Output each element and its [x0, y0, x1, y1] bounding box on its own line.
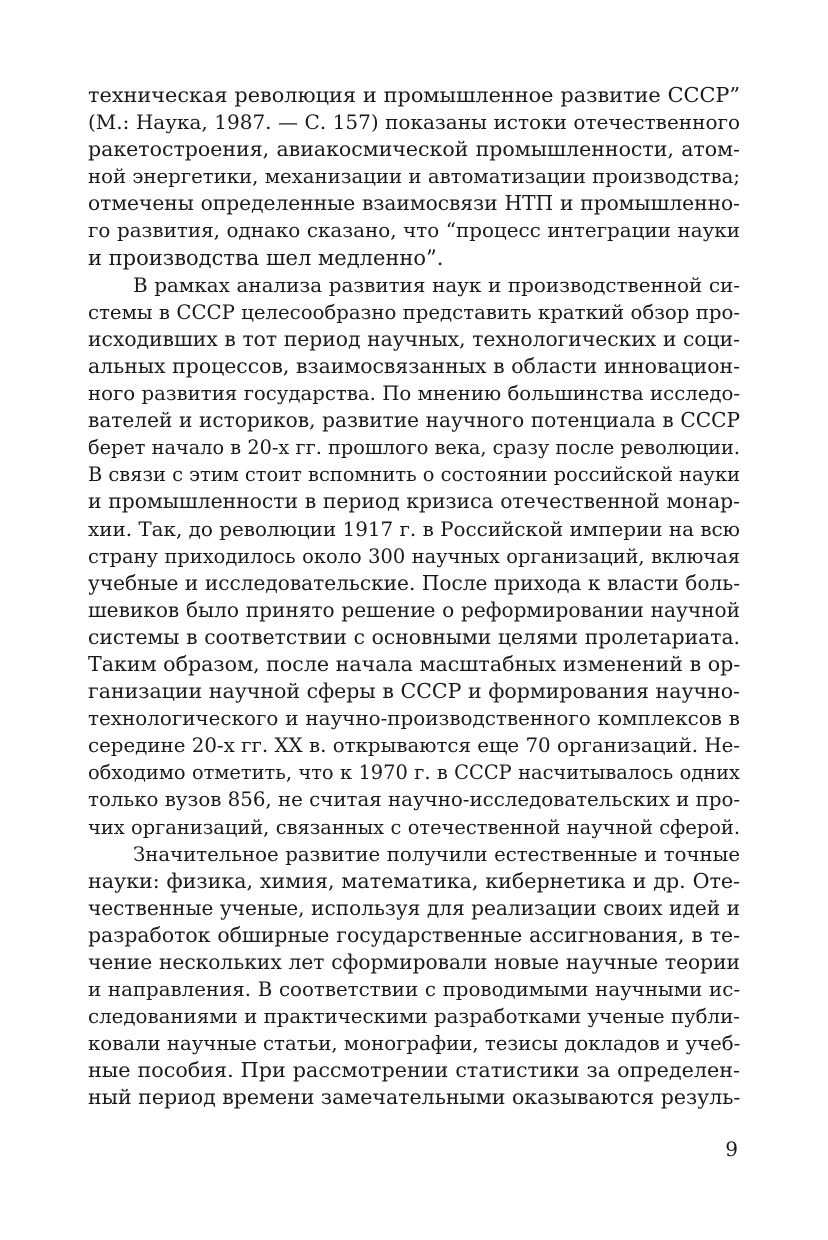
- text-line: только вузов 856, не считая научно-исследовательских и про-: [88, 788, 741, 812]
- text-line: разработок обширные государственные ассигнования, в те-: [88, 922, 740, 947]
- text-line: ракетостроения, авиакосмической промышленности, атом-: [88, 137, 740, 162]
- text-line: Таким образом, после начала масштабных изменений в ор-: [88, 651, 741, 676]
- page-body: [88, 82, 740, 1112]
- text-line: и промышленности в период кризиса отечественной монар-: [88, 489, 740, 514]
- text-line: обходимо отметить, что к 1970 г. в СССР насчитывалось одних: [88, 761, 740, 785]
- text-line: ной энергетики, механизации и автоматизации производства;: [88, 165, 740, 189]
- page-number: 9: [725, 1137, 738, 1161]
- text-line: середине 20-х гг. XX в. открываются еще 70 организаций. Не-: [88, 734, 740, 758]
- text-line: ные пособия. При рассмотрении статистики за определен-: [88, 1058, 740, 1083]
- text-line: отмечены определенные взаимосвязи НТП и промышленно-: [88, 191, 740, 216]
- text-line: В связи с этим стоит вспомнить о состоянии российской науки: [88, 463, 740, 487]
- text-line: стемы в СССР целесообразно представить краткий обзор про-: [88, 300, 740, 324]
- text-line: берет начало в 20-х гг. прошлого века, сразу после революции.: [88, 436, 740, 460]
- text-line: ковали научные статьи, монографии, тезисы докладов и учеб-: [88, 1032, 741, 1056]
- text-line: шевиков было принято решение о реформировании научной: [88, 597, 740, 622]
- paragraph-2: [88, 272, 740, 841]
- text-line: страну приходилось около 300 научных организаций, включая: [88, 544, 740, 568]
- text-line: учебные и исследовательские. После прихода к власти боль-: [88, 570, 740, 595]
- text-line: системы в соответствии с основными целями пролетариата.: [88, 624, 740, 649]
- text-line: чение нескольких лет сформировали новые научные теории: [88, 950, 740, 974]
- text-line: следованиями и практическими разработками ученые публи-: [88, 1005, 740, 1029]
- text-line: (М.: Наука, 1987. — С. 157) показаны истоки отечественного: [88, 110, 740, 135]
- text-line: ганизации научной сферы в СССР и формирования научно-: [88, 679, 740, 704]
- text-line: и производства шел медленно”.: [88, 245, 444, 270]
- text-line: альных процессов, взаимосвязанных в области инновацион-: [88, 353, 740, 378]
- text-line: чих организаций, связанных с отечественной научной сферой.: [88, 815, 740, 839]
- text-line: технологического и научно-производственного комплексов в: [88, 707, 740, 731]
- paragraph-1: [88, 82, 740, 272]
- paragraph-3: [88, 841, 740, 1112]
- text-line: вателей и историков, развитие научного потенциала в СССР: [88, 408, 740, 433]
- text-line: В рамках анализа развития наук и производственной си-: [133, 273, 740, 297]
- text-line: ного развития государства. По мнению большинства исследо-: [88, 382, 740, 406]
- text-line: го развития, однако сказано, что “процесс интеграции науки: [88, 219, 740, 243]
- text-line: хии. Так, до революции 1917 г. в Российской империи на всю: [88, 517, 740, 541]
- text-line: техническая революция и промышленное развитие СССР”: [88, 83, 740, 107]
- text-line: науки: физика, химия, математика, кибернетика и др. Оте-: [88, 868, 740, 893]
- text-line: ный период времени замечательными оказываются резуль-: [88, 1085, 741, 1110]
- text-line: Значительное развитие получили естественные и точные: [133, 842, 740, 866]
- text-line: и направления. В соответствии с проводимыми научными ис-: [88, 978, 740, 1002]
- text-line: чественные ученые, используя для реализации своих идей и: [88, 895, 740, 920]
- text-line: исходивших в тот период научных, технологических и соци-: [88, 326, 740, 351]
